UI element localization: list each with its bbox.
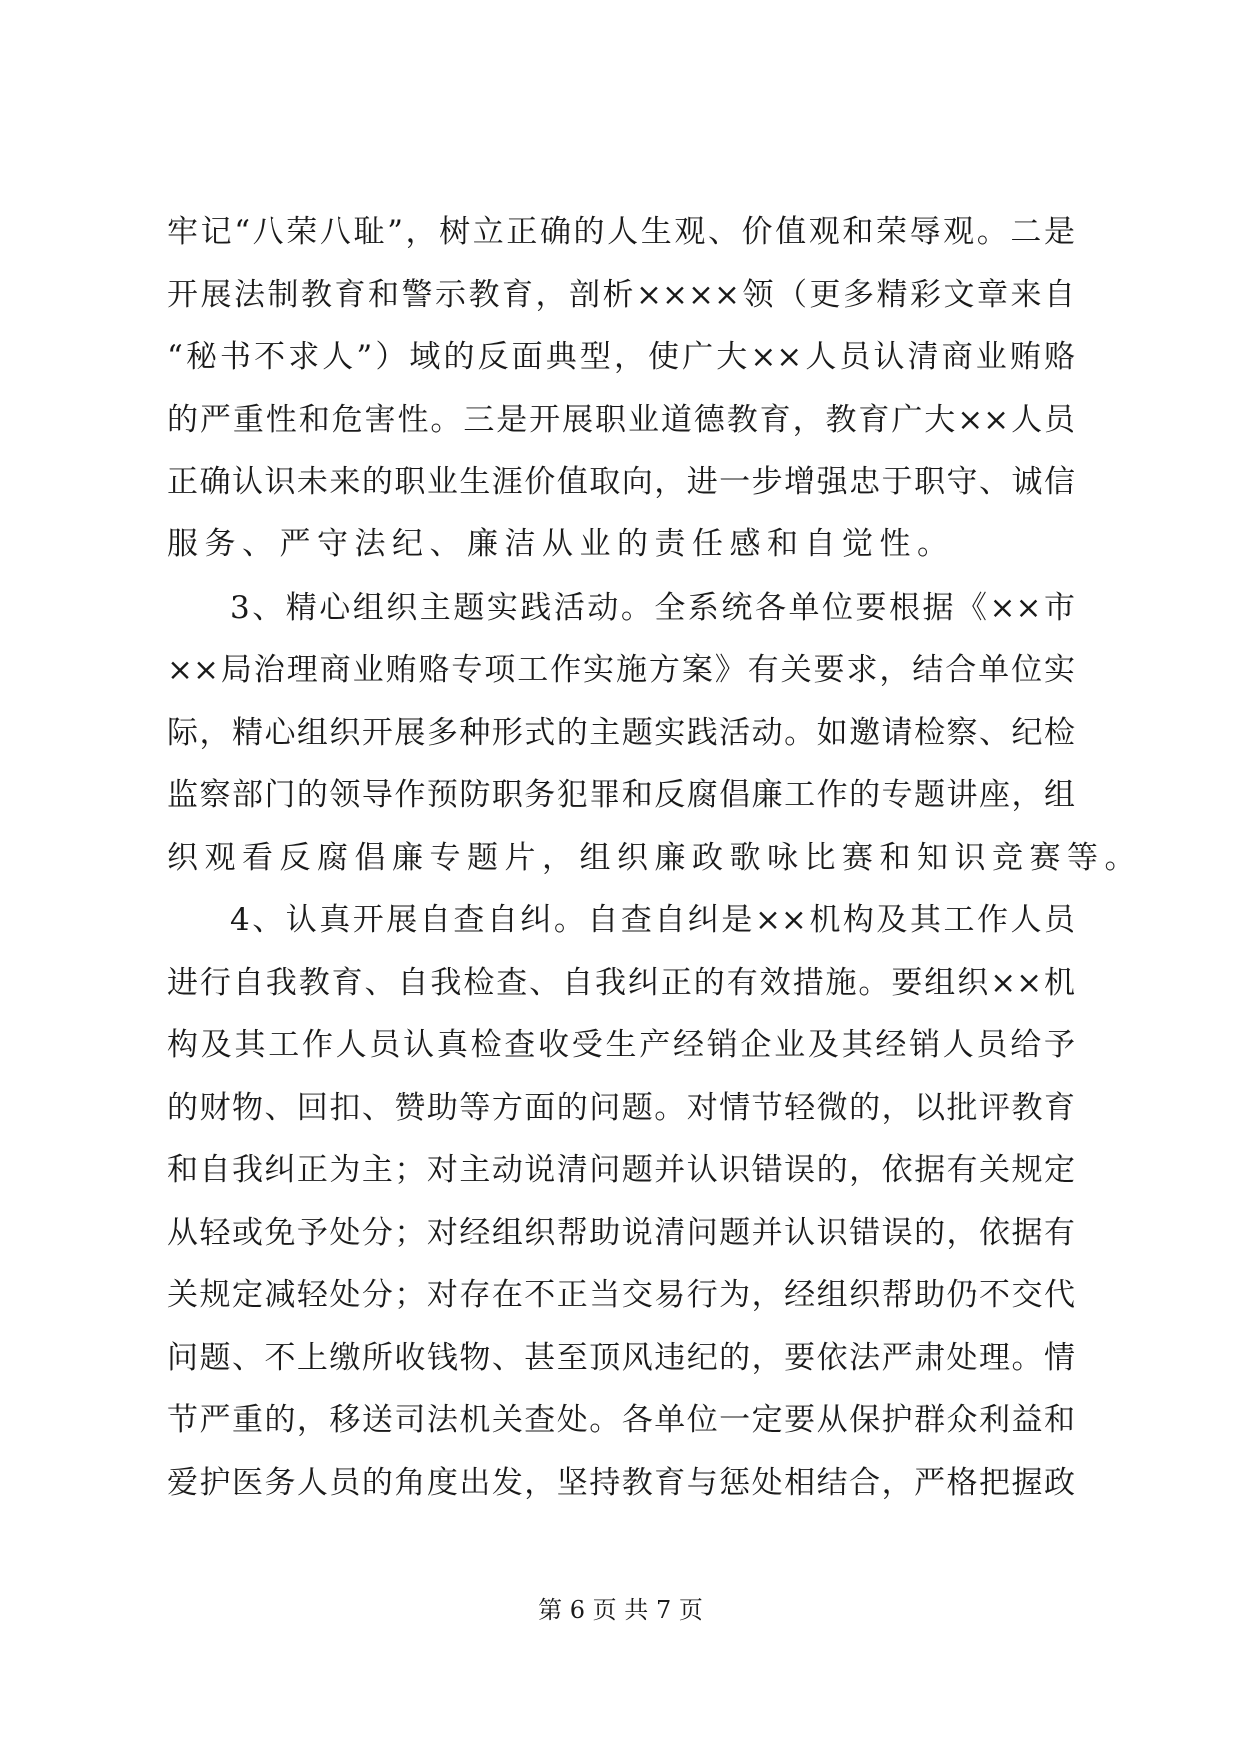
page-number-footer: 第 6 页 共 7 页 [538, 1596, 703, 1624]
text-line: 的严重性和危害性。三是开展职业道德教育，教育广大××人员 [167, 402, 1075, 438]
text-line: 爱护医务人员的角度出发，坚持教育与惩处相结合，严格把握政 [167, 1465, 1075, 1501]
text-line: 和自我纠正为主；对主动说清问题并认识错误的，依据有关规定 [167, 1152, 1075, 1188]
text-line: ××局治理商业贿赂专项工作实施方案》有关要求，结合单位实 [167, 652, 1075, 688]
text-line: 问题、不上缴所收钱物、甚至顶风违纪的，要依法严肃处理。情 [167, 1340, 1075, 1376]
text-line: 3、精心组织主题实践活动。全系统各单位要根据《××市 [230, 590, 1075, 626]
text-line: 开展法制教育和警示教育，剖析××××领（更多精彩文章来自 [167, 277, 1075, 313]
text-line: “秘书不求人”）域的反面典型，使广大××人员认清商业贿赂 [167, 339, 1075, 375]
text-line: 关规定减轻处分；对存在不正当交易行为，经组织帮助仍不交代 [167, 1277, 1075, 1313]
text-line: 从轻或免予处分；对经组织帮助说清问题并认识错误的，依据有 [167, 1215, 1075, 1251]
text-line: 牢记“八荣八耻”，树立正确的人生观、价值观和荣辱观。二是 [167, 214, 1075, 250]
text-line: 构及其工作人员认真检查收受生产经销企业及其经销人员给予 [167, 1027, 1075, 1063]
text-line: 服务、严守法纪、廉洁从业的责任感和自觉性。 [167, 526, 955, 562]
text-line: 监察部门的领导作预防职务犯罪和反腐倡廉工作的专题讲座，组 [167, 777, 1075, 813]
text-line: 际，精心组织开展多种形式的主题实践活动。如邀请检察、纪检 [167, 715, 1075, 751]
text-line: 进行自我教育、自我检查、自我纠正的有效措施。要组织××机 [167, 965, 1075, 1001]
text-line: 4、认真开展自查自纠。自查自纠是××机构及其工作人员 [230, 902, 1075, 938]
text-line: 节严重的，移送司法机关查处。各单位一定要从保护群众利益和 [167, 1402, 1075, 1438]
text-line: 的财物、回扣、赞助等方面的问题。对情节轻微的，以批评教育 [167, 1090, 1075, 1126]
text-line: 织观看反腐倡廉专题片，组织廉政歌咏比赛和知识竞赛等。 [167, 840, 1142, 876]
text-line: 正确认识未来的职业生涯价值取向，进一步增强忠于职守、诚信 [167, 464, 1075, 500]
